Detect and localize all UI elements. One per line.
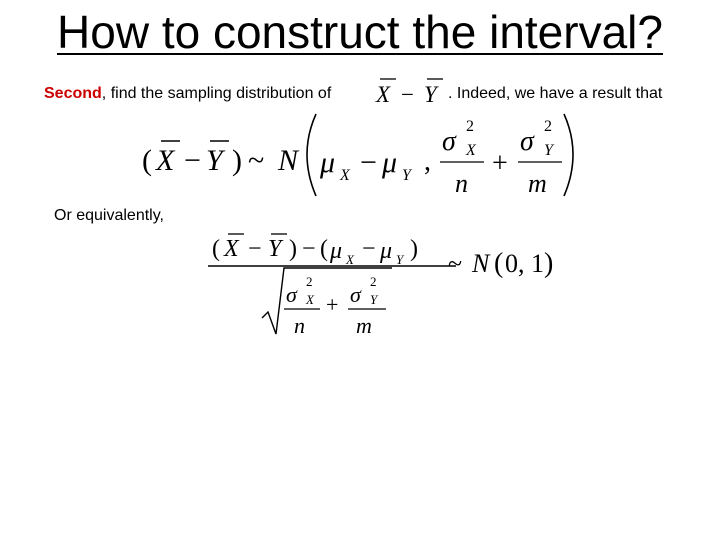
svg-text:): ) — [232, 144, 242, 177]
svg-text:(: ( — [320, 236, 328, 262]
svg-text:2: 2 — [466, 118, 474, 135]
svg-text:0, 1: 0, 1 — [505, 249, 544, 278]
sampling-distribution-formula — [142, 114, 573, 198]
svg-text:Y: Y — [544, 142, 553, 159]
svg-text:): ) — [289, 236, 297, 262]
svg-text:~: ~ — [248, 144, 265, 177]
svg-text:~: ~ — [448, 249, 463, 278]
svg-text:Y: Y — [402, 167, 411, 184]
slide-title: How to construct the interval? — [57, 6, 663, 58]
svg-text:X: X — [376, 82, 391, 107]
svg-text:N: N — [278, 144, 299, 177]
svg-text:Y: Y — [370, 292, 378, 307]
svg-text:2: 2 — [306, 274, 313, 289]
svg-text:μ: μ — [320, 146, 336, 179]
svg-text:−: − — [362, 236, 376, 262]
svg-text:): ) — [544, 248, 554, 279]
standardized-formula — [208, 234, 553, 338]
svg-text:−: − — [302, 236, 316, 262]
svg-text:σ: σ — [286, 282, 297, 307]
svg-text:X: X — [340, 167, 350, 184]
svg-text:,: , — [424, 146, 431, 177]
svg-text:−: − — [401, 82, 414, 107]
equivalently-label: Or equivalently, — [54, 207, 164, 224]
svg-text:μ: μ — [380, 238, 393, 264]
svg-text:X: X — [224, 236, 239, 262]
svg-text:2: 2 — [544, 118, 552, 135]
svg-text:Y: Y — [206, 144, 223, 177]
svg-text:n: n — [294, 313, 305, 338]
inline-expression — [375, 79, 443, 107]
svg-text:−: − — [248, 236, 262, 262]
svg-text:n: n — [455, 169, 468, 198]
intro-highlight: Second — [44, 85, 102, 102]
svg-text:Y: Y — [424, 82, 437, 107]
svg-text:2: 2 — [370, 274, 377, 289]
svg-text:(: ( — [494, 248, 504, 279]
intro-sentence-end: . Indeed, we have a result that — [448, 85, 663, 102]
svg-text:σ: σ — [350, 282, 361, 307]
svg-text:(: ( — [142, 144, 152, 177]
svg-text:μ: μ — [382, 146, 398, 179]
svg-text:Y: Y — [396, 252, 404, 267]
svg-text:+: + — [492, 148, 508, 179]
svg-text:N: N — [472, 249, 490, 278]
svg-text:μ: μ — [330, 238, 343, 264]
svg-text:−: − — [184, 144, 201, 177]
svg-text:): ) — [410, 236, 418, 262]
intro-text: , find the sampling distribution of — [101, 85, 332, 102]
svg-text:−: − — [360, 146, 377, 179]
svg-text:m: m — [356, 313, 372, 338]
svg-text:σ: σ — [442, 126, 456, 157]
svg-text:+: + — [326, 292, 339, 317]
svg-text:X: X — [156, 144, 175, 177]
svg-text:X: X — [306, 292, 314, 307]
svg-text:Y: Y — [268, 236, 282, 262]
svg-text:σ: σ — [520, 126, 534, 157]
svg-text:m: m — [528, 169, 547, 198]
svg-text:(: ( — [212, 236, 220, 262]
svg-text:X: X — [466, 142, 476, 159]
svg-text:X: X — [346, 252, 354, 267]
